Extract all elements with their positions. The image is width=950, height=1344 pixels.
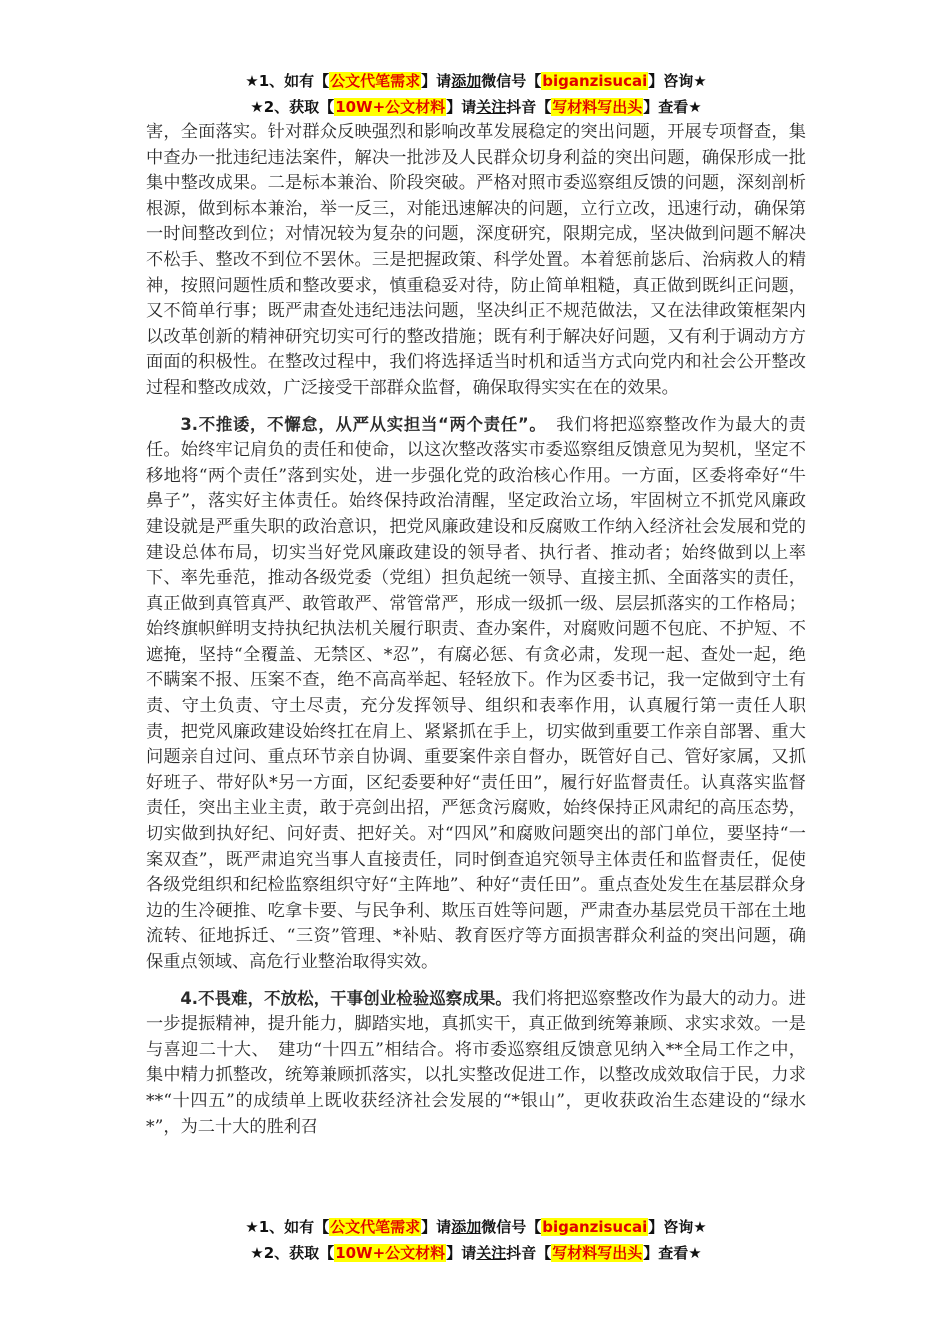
section-3-heading: 3.不推诿，不懈怠，从严从实担当“两个责任”。 xyxy=(180,414,539,434)
highlight-wechat-id: biganzisucai xyxy=(542,72,648,90)
promo-line-2: ★2、获取【10W+公文材料】请关注抖音【写材料写出头】查看★ xyxy=(250,1244,702,1262)
highlight-materials: 10W+公文材料 xyxy=(335,98,446,116)
document-page xyxy=(146,68,806,1140)
paragraph-section-4: 4.不畏难，不放松，干事创业检验巡察成果。我们将把巡察整改作为最大的动力。进一步提振精神，提升能力，脚踏实地，真抓实干，真正做到统筹兼顾、求实求效。一是与喜迎二十大、 建功“十四五”相结合。将市委巡察组反馈意见纳入**全局工作之中，集中精力抓整改，统筹兼顾抓落实，以扎实整改促进工作，以整改成效取信于民，力求**“十四五”的成绩单上既收获经济社会发展的“*银山”，更收获政治生态建设的“绿水*”，为二十大的胜利召 xyxy=(146,988,806,1137)
promo-banner-top xyxy=(146,68,806,120)
document-body xyxy=(146,120,806,1140)
highlight-service: 公文代笔需求 xyxy=(330,72,421,90)
promo-banner-bottom xyxy=(146,1214,806,1266)
paragraph-continued: 害，全面落实。针对群众反映强烈和影响改革发展稳定的突出问题，开展专项督查，集中查办一批违纪违法案件，解决一批涉及人民群众切身利益的突出问题，确保形成一批集中整改成果。二是标本兼治、阶段突破。严格对照市委巡察组反馈的问题，深刻剖析根源，做到标本兼治，举一反三，对能迅速解决的问题，立行立改，迅速行动，确保第一时间整改到位；对情况较为复杂的问题，深度研究，限期完成，坚决做到问题不解决不松手、整改不到位不罢休。三是把握政策、科学处置。本着惩前毖后、治病救人的精神，按照问题性质和整改要求，慎重稳妥对待，防止简单粗糙，真正做到既纠正问题，又不简单行事；既严肃查处违纪违法问题，坚决纠正不规范做法，又在法律政策框架内以改革创新的精神研究切实可行的整改措施；既有利于解决好问题，又有利于调动方方面面的积极性。在整改过程中，我们将选择适当时机和适当方式向党内和社会公开整改过程和整改成效，广泛接受干部群众监督，确保取得实实在在的效果。 xyxy=(146,122,806,398)
section-4-heading: 4.不畏难，不放松，干事创业检验巡察成果。 xyxy=(180,988,512,1008)
paragraph-section-3: 3.不推诿，不懈怠，从严从实担当“两个责任”。 我们将把巡察整改作为最大的责任。始终牢记肩负的责任和使命，以这次整改落实市委巡察组反馈意见为契机，坚定不移地将“两个责任”落到实处，进一步强化党的政治核心作用。一方面，区委将牵好“牛鼻子”，落实好主体责任。始终保持政治清醒，坚定政治立场，牢固树立不抓党风廉政建设就是严重失职的政治意识，把党风廉政建设和反腐败工作纳入经济社会发展和党的建设总体布局，切实当好党风廉政建设的领导者、执行者、推动者；始终做到以上率下、率先垂范，推动各级党委（党组）担负起统一领导、直接主抓、全面落实的责任，真正做到真管真严、敢管敢严、常管常严，形成一级抓一级、层层抓落实的工作格局；始终旗帜鲜明支持执纪执法机关履行职责、查办案件，对腐败问题不包庇、不护短、不遮掩，坚持“全覆盖、无禁区、*忍”，有腐必惩、有贪必肃，发现一起、查处一起，绝不瞒案不报、压案不查，绝不高高举起、轻轻放下。作为区委书记，我一定做到守土有责、守土负责、守土尽责，充分发挥领导、组织和表率作用，认真履行第一责任人职责，把党风廉政建设始终扛在肩上、紧紧抓在手上，切实做到重要工作亲自部署、重大问题亲自过问、重点环节亲自协调、重要案件亲自督办，既管好自己、管好家属，又抓好班子、带好队*另一方面，区纪委要种好“责任田”，履行好监督责任。认真落实监督责任，突出主业主责，敢于亮剑出招，严惩贪污腐败，始终保持正风肃纪的高压态势，切实做到执好纪、问好责、把好关。对“四风”和腐败问题突出的部门单位，要坚持“一案双查”，既严肃追究当事人直接责任，同时倒查追究领导主体责任和监督责任，促使各级党组织和纪检监察组织守好“主阵地”、种好“责任田”。重点查处发生在基层群众身边的生冷硬推、吃拿卡要、与民争利、欺压百姓等问题，严肃查办基层党员干部在土地流转、征地拆迁、“三资”管理、*补贴、教育医疗等方面损害群众利益的突出问题，确保重点领域、高危行业整治取得实效。 xyxy=(146,414,806,972)
highlight-douyin: 写材料写出头 xyxy=(552,98,643,116)
promo-line-1: ★1、如有【公文代笔需求】请添加微信号【biganzisucai】咨询★ xyxy=(245,1218,707,1236)
promo-line-2: ★2、获取【10W+公文材料】请关注抖音【写材料写出头】查看★ xyxy=(250,98,702,116)
promo-line-1: ★1、如有【公文代笔需求】请添加微信号【biganzisucai】咨询★ xyxy=(245,72,707,90)
highlight-service: 公文代笔需求 xyxy=(330,1218,421,1236)
highlight-wechat-id: biganzisucai xyxy=(542,1218,648,1236)
highlight-douyin: 写材料写出头 xyxy=(552,1244,643,1262)
highlight-materials: 10W+公文材料 xyxy=(335,1244,446,1262)
